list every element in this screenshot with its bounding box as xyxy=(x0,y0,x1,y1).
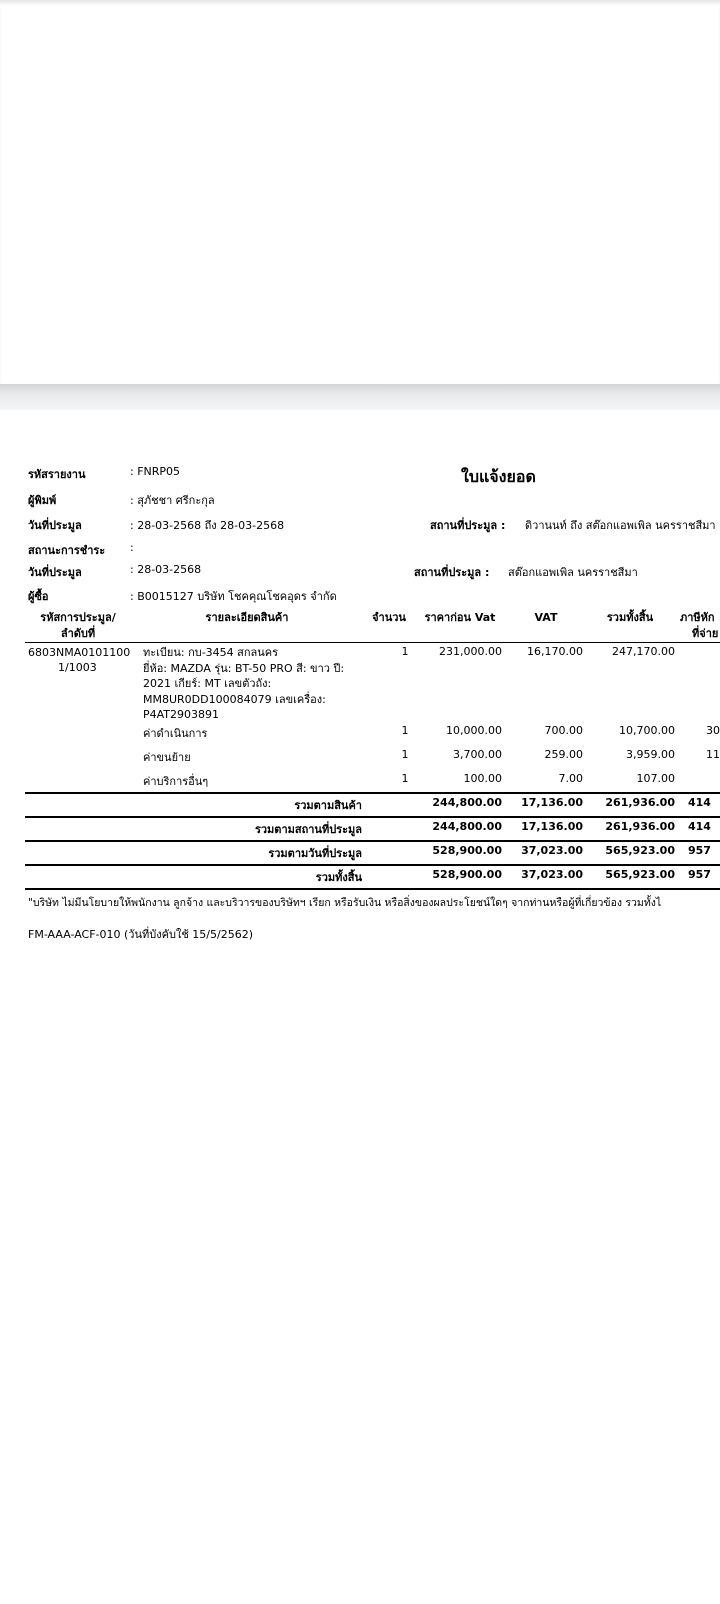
item-detail-line: MM8UR0DD100084079 เลขเครื่อง: xyxy=(143,692,326,706)
venue-range: ดิวานนท์ ถึง สต๊อกแอพเพิล นครราชสีมา xyxy=(525,519,716,532)
header-rule xyxy=(25,642,720,643)
buyer-label: ผู้ซื้อ xyxy=(28,590,49,603)
grand-total-total: 565,923.00 xyxy=(605,868,675,881)
fee-pre-vat: 3,700.00 xyxy=(453,748,502,761)
col-header-wht xyxy=(680,610,720,642)
fee-vat: 7.00 xyxy=(558,772,583,785)
fee-qty: 1 xyxy=(401,748,409,761)
subtotal-vat: 37,023.00 xyxy=(521,844,583,857)
subtotal-rule xyxy=(25,792,720,794)
fee-detail: ค่าบริการอื่นๆ xyxy=(143,775,209,788)
fee-qty: 1 xyxy=(401,724,409,737)
printer-label: ผู้พิมพ์ xyxy=(28,494,57,507)
fee-total: 3,959.00 xyxy=(626,748,675,761)
grand-total-rule xyxy=(25,888,720,890)
fee-wht: 11 xyxy=(706,748,720,761)
item-code-line1: 6803NMA0101100 xyxy=(28,646,131,659)
subtotal-total: 261,936.00 xyxy=(605,796,675,809)
subtotal-rule xyxy=(25,840,720,842)
item-detail-line: 2021 เกียร์: MT เลขตัวถัง: xyxy=(143,677,272,690)
subtotal-vat: 17,136.00 xyxy=(521,796,583,809)
fee-vat: 259.00 xyxy=(544,748,583,761)
report-code: : FNRP05 xyxy=(130,465,181,478)
subtotal-wht: 414 xyxy=(688,796,711,809)
item-total: 247,170.00 xyxy=(612,645,675,658)
printer-name: : สุภัชชา ศรีกะกุล xyxy=(130,494,215,507)
item-detail xyxy=(143,645,344,723)
subtotal-total: 261,936.00 xyxy=(605,820,675,833)
fee-qty: 1 xyxy=(401,772,409,785)
item-detail-line: P4AT2903891 xyxy=(143,708,220,721)
subtotal-total: 565,923.00 xyxy=(605,844,675,857)
col-header-qty: จำนวน xyxy=(372,611,406,624)
grand-total-wht: 957 xyxy=(688,868,711,881)
col-header-pre-vat: ราคาก่อน Vat xyxy=(424,611,496,624)
fee-vat: 700.00 xyxy=(544,724,583,737)
fee-pre-vat: 100.00 xyxy=(463,772,502,785)
venue-label: สถานที่ประมูล : xyxy=(430,519,506,532)
item-qty: 1 xyxy=(401,645,409,658)
fee-detail: ค่าขนย้าย xyxy=(143,751,191,764)
col-header-vat: VAT xyxy=(534,611,558,624)
subtotal-rule xyxy=(25,864,720,866)
item-code xyxy=(28,645,132,675)
venue2: สต๊อกแอพเพิล นครราชสีมา xyxy=(508,566,638,579)
fee-total: 10,700.00 xyxy=(619,724,675,737)
grand-total-vat: 37,023.00 xyxy=(521,868,583,881)
grand-total-label: รวมทั้งสิ้น xyxy=(315,871,362,884)
item-code-line2: 1/1003 xyxy=(58,661,97,674)
col-header-wht-line2: ที่จ่าย xyxy=(692,627,719,640)
statement-page xyxy=(0,410,720,1604)
subtotal-wht: 957 xyxy=(688,844,711,857)
subtotal-vat: 17,136.00 xyxy=(521,820,583,833)
subtotal-pre-vat: 244,800.00 xyxy=(432,820,502,833)
document-title: ใบแจ้งยอด xyxy=(461,467,536,486)
subtotal-rule xyxy=(25,816,720,818)
policy-notice: "บริษัท ไม่มีนโยบายให้พนักงาน ลูกจ้าง และบริวารของบริษัทฯ เรียก หรือรับเงิน หรือสิ่งของผลประโยชน์ใดๆ จากท่านหรือผู้ที่เกี่ยวข้อง รวมทั้งไ xyxy=(28,897,662,909)
previous-page xyxy=(0,0,720,384)
col-header-code-line2: ลำดับที่ xyxy=(60,627,96,640)
fee-detail: ค่าดำเนินการ xyxy=(143,727,208,740)
fee-wht: 30 xyxy=(706,724,720,737)
col-header-detail: รายละเอียดสินค้า xyxy=(205,611,289,624)
subtotal-label: รวมตามวันที่ประมูล xyxy=(268,847,362,860)
page-separator xyxy=(0,384,720,410)
item-detail-line: ทะเบียน: กบ-3454 สกลนคร xyxy=(143,646,279,659)
auction-date2-label: วันที่ประมูล xyxy=(28,566,82,579)
fee-total: 107.00 xyxy=(636,772,675,785)
venue2-label: สถานที่ประมูล : xyxy=(414,566,490,579)
grand-total-pre-vat: 528,900.00 xyxy=(432,868,502,881)
subtotal-pre-vat: 244,800.00 xyxy=(432,796,502,809)
item-detail-line: ยี่ห้อ: MAZDA รุ่น: BT-50 PRO สี: ขาว ปี: xyxy=(143,661,345,675)
subtotal-label: รวมตามสถานที่ประมูล xyxy=(254,823,362,836)
item-vat: 16,170.00 xyxy=(527,645,583,658)
payment-status-label: สถานะการชำระ xyxy=(28,544,106,557)
form-code: FM-AAA-ACF-010 (วันที่บังคับใช้ 15/5/2562) xyxy=(28,928,253,941)
subtotal-pre-vat: 528,900.00 xyxy=(432,844,502,857)
payment-status: : xyxy=(130,541,134,554)
fee-pre-vat: 10,000.00 xyxy=(446,724,502,737)
auction-date-range: : 28-03-2568 ถึง 28-03-2568 xyxy=(130,519,285,532)
buyer-info: : B0015127 บริษัท โชคคุณโชคอุดร จำกัด xyxy=(130,590,337,603)
auction-date2: : 28-03-2568 xyxy=(130,563,202,576)
col-header-code xyxy=(26,610,130,642)
col-header-wht-line1: ภาษีหัก xyxy=(680,611,715,624)
report-code-label: รหัสรายงาน xyxy=(28,468,86,481)
col-header-code-line1: รหัสการประมูล/ xyxy=(40,611,116,624)
col-header-total: รวมทั้งสิ้น xyxy=(606,611,654,624)
item-pre-vat: 231,000.00 xyxy=(439,645,502,658)
page-shadow xyxy=(0,0,720,6)
auction-date-label: วันที่ประมูล xyxy=(28,519,82,532)
subtotal-label: รวมตามสินค้า xyxy=(294,799,362,812)
subtotal-wht: 414 xyxy=(688,820,711,833)
